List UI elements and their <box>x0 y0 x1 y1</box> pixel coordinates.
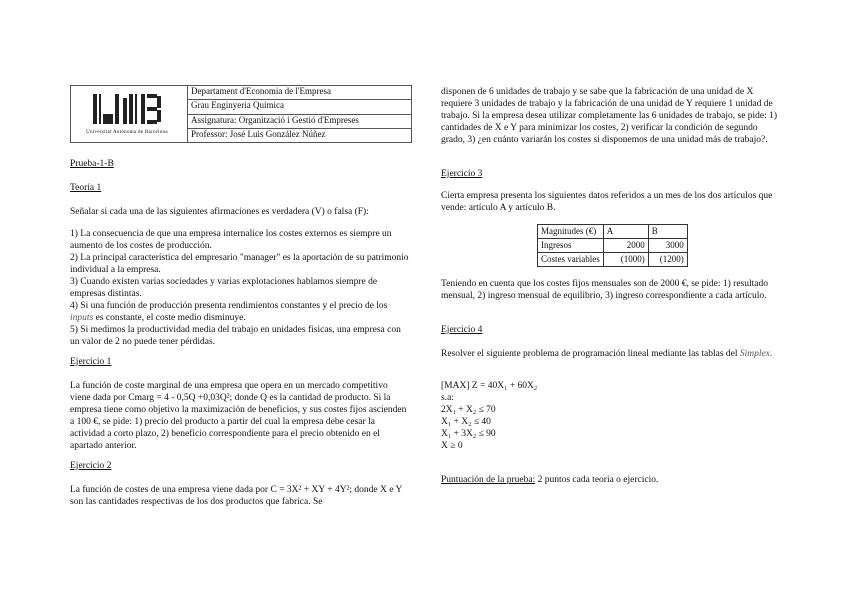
table-cell: (1200) <box>648 253 687 267</box>
ex2-text: La función de costes de una empresa viene dada por C = 3X² + XY + 4Y²; donde X e Y son las cantidades respectivas de los dos productos que fabrica. Se <box>70 485 403 507</box>
table-row <box>538 239 688 253</box>
theory-item-3: 3) Cuando existen varias sociedades y varias explotaciones hablamos siempre de empresas distintas. <box>70 277 378 299</box>
theory-list <box>70 228 410 348</box>
table-header-cell: B <box>648 225 687 239</box>
theory-item-2: 2) La principal característica del empresario "manager" es la aportación de su patrimonio individual a la empresa. <box>70 253 409 275</box>
subject-label: Assignatura: Organització i Gestió d'Empreses <box>188 114 412 128</box>
lp-objective: [MAX] Z = 40X₁ + 60X₂ <box>441 381 538 391</box>
table-cell: 3000 <box>648 239 687 253</box>
table-row <box>538 253 688 267</box>
test-title: Prueba-1-B <box>70 159 114 169</box>
lp-constraint: X₁ + X₂ ≤ 40 <box>441 417 491 427</box>
table-cell: Costes variables <box>538 253 604 267</box>
table-cell: Ingresos <box>538 239 604 253</box>
lp-constraint: X₁ + 3X₂ ≤ 90 <box>441 429 496 439</box>
lp-nonneg: X ≥ 0 <box>441 441 463 451</box>
score-label: Puntuación de la prueba: <box>441 475 536 485</box>
magnitudes-table <box>537 224 688 267</box>
ex1-text: La función de coste marginal de una empresa que opera en un mercado competitivo viene dada por Cmarg = 4 - 0,5Q +0,03Q²; donde Q es la cantidad de producto. Si la empresa tiene como objetivo la maximización de beneficios, y sus costes fijos ascienden a 100 €, se pide: 1) precio del producto a partir del cual la empresa debe cesar la actividad a corto plazo, 2) beneficio correspondiente para el precio obtenido en el apartado anterior. <box>70 381 407 451</box>
uab-logo-icon <box>89 92 169 128</box>
professor-label: Professor: José Luis González Núñez <box>188 128 412 142</box>
ex2-continuation: disponen de 6 unidades de trabajo y se sabe que la fabricación de una unidad de X requiere 3 unidades de trabajo y la fabricación de una unidad de Y requiere 1 unidad de trabajo. Si la empresa desea utilizar completamente las 6 unidades de trabajo, se pide: 1) cantidades de X e Y para minimizar los costes, 2) verificar la condición de segundo grado, 3) ¿en cuánto variarán los costes si disponemos de una unidad más de trabajo?. <box>441 87 778 145</box>
score-line <box>441 474 781 486</box>
degree-label: Grau Enginyeria Química <box>188 100 412 114</box>
ex4-title: Ejercicio 4 <box>441 325 483 335</box>
table-cell: (1000) <box>603 253 648 267</box>
ex3-title: Ejercicio 3 <box>441 169 483 179</box>
score-text: 2 puntos cada teoría o ejercicio. <box>535 475 659 485</box>
table-header-cell: A <box>603 225 648 239</box>
table-header-cell: Magnitudes (€) <box>538 225 604 239</box>
theory-title: Teoría 1 <box>70 183 102 193</box>
header-table <box>70 85 412 143</box>
theory-item-1: 1) La consecuencia de que una empresa internalice los costes externos es siempre un aumento de los costes de producción. <box>70 229 392 251</box>
theory-item-4: 4) Si una función de producción presenta rendimientos constantes y el precio de los inputs es constante, el coste medio disminuye. <box>70 301 388 323</box>
ex3-intro: Cierta empresa presenta los siguientes datos referidos a un mes de los dos artículos que vende: artículo A y artículo B. <box>441 191 773 213</box>
lp-sa: s.a: <box>441 393 454 403</box>
lp-problem <box>441 380 641 452</box>
ex1-title: Ejercicio 1 <box>70 357 112 367</box>
theory-item-5: 5) Si medimos la productividad media del trabajo en unidades físicas, una empresa con un valor de 2 no puede tener pérdidas. <box>70 325 401 347</box>
ex2-title: Ejercicio 2 <box>70 461 112 471</box>
logo-text: Universitat Autònoma de Barcelona <box>86 130 168 135</box>
table-header-row <box>538 225 688 239</box>
department-label: Departament d'Economia de l'Empresa <box>188 86 412 100</box>
table-cell: 2000 <box>603 239 648 253</box>
lp-constraint: 2X₁ + X₂ ≤ 70 <box>441 405 496 415</box>
theory-intro: Señalar si cada una de las siguientes afirmaciones es verdadera (V) o falsa (F): <box>70 207 369 217</box>
ex4-intro: Resolver el siguiente problema de programación lineal mediante las tablas del Simplex. <box>441 349 773 359</box>
ex3-text: Teniendo en cuenta que los costes fijos mensuales son de 2000 €, se pide: 1) resultado mensual, 2) ingreso mensual de equilibrio, 3) ingreso correspondiente a cada artículo. <box>441 279 769 301</box>
logo-cell <box>71 86 188 143</box>
